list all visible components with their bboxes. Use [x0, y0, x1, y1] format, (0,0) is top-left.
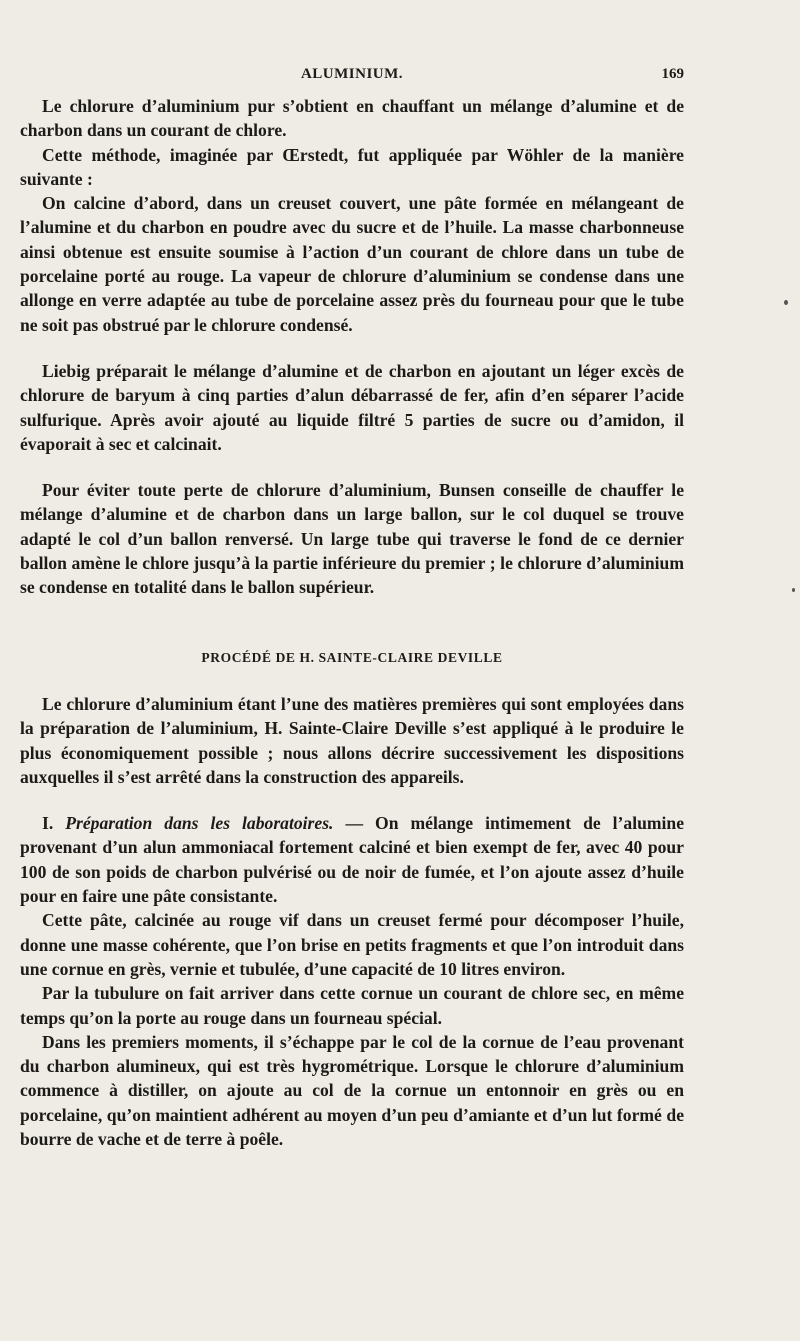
page-number: 169	[661, 66, 684, 82]
paragraph: Dans les premiers moments, il s’échappe par le col de la cornue de l’eau provenant du charbon alumineux, qui est très hygrométrique. Lorsque le chlorure d’aluminium commence à distiller, on ajoute au col de la cornue un entonnoir en grès ou en porcelaine, qu’on maintient adhérent au moyen d’un peu d’amiante et d’un lut formé de bourre de vache et de terre à poêle.	[20, 1031, 684, 1149]
section-heading: PROCÉDÉ DE H. SAINTE-CLAIRE DEVILLE	[201, 649, 503, 665]
paragraph: On calcine d’abord, dans un creuset couvert, une pâte formée en mélangeant de l’alumine et du charbon en poudre avec du sucre et de l’huile. La masse charbonneuse ainsi obtenue est ensuite soumise à l’action d’un courant de chlore dans un tube de porcelaine porté au rouge. La vapeur de chlorure d’aluminium se condense dans une allonge en verre adaptée au tube de porcelaine assez près du fourneau pour que le tube ne soit pas obstrué par le chlorure condensé.	[20, 193, 684, 335]
paragraph: Pour éviter toute perte de chlorure d’aluminium, Bunsen conseille de chauffer le mélange d’alumine et de charbon dans un large ballon, sur le col duquel se trouve adapté le col d’un ballon renversé. Un large tube qui traverse le fond de ce dernier ballon amène le chlore jusqu’à la partie inférieure du premier ; le chlorure d’aluminium se condense en totalité dans le ballon supérieur.	[20, 480, 684, 598]
paragraph: Liebig préparait le mélange d’alumine et de charbon en ajoutant un léger excès de chlorure de baryum à cinq parties d’alun débarrassé de fer, afin d’en séparer l’acide sulfurique. Après avoir ajouté au liquide filtré 5 parties de sucre ou d’amidon, il évaporait à sec et calcinait.	[20, 360, 684, 454]
subsection-title: Préparation dans les laboratoires.	[65, 813, 334, 834]
paper-speck	[792, 588, 795, 592]
subsection-paragraph	[20, 811, 684, 908]
subsection-number: I.	[42, 813, 54, 834]
paragraph: Cette pâte, calcinée au rouge vif dans un creuset fermé pour décomposer l’huile, donne une masse cohérente, que l’on brise en petits fragments et que l’on introduit dans une cornue en grès, vernie et tubulée, d’une capacité de 10 litres environ.	[20, 910, 684, 979]
paragraph: Par la tubulure on fait arriver dans cette cornue un courant de chlore sec, en même temps qu’on la porte au rouge dans un fourneau spécial.	[20, 983, 684, 1028]
text-body	[20, 94, 684, 1151]
paragraph: Le chlorure d’aluminium pur s’obtient en chauffant un mélange d’alumine et de charbon dans un courant de chlore.	[20, 96, 684, 141]
paragraph: Cette méthode, imaginée par Œrstedt, fut appliquée par Wöhler de la manière suivante :	[20, 144, 684, 189]
page-header	[20, 66, 684, 88]
paragraph: Le chlorure d’aluminium étant l’une des matières premières qui sont employées dans la préparation de l’aluminium, H. Sainte-Claire Deville s’est appliqué à le produire le plus économiquement possible ; nous allons décrire successivement les dispositions auxquelles il s’est arrêté dans la construction des appareils.	[20, 693, 684, 787]
paper-speck	[784, 300, 788, 305]
subsection-text: — On mélange intimement de l’alumine provenant d’un alun ammoniacal fortement calciné et bien exempt de fer, avec 40 pour 100 de son poids de charbon pulvérisé ou de noir de fumée, et l’on ajoute assez d’huile pour en faire une pâte consistante.	[20, 813, 685, 907]
running-title: ALUMINIUM.	[300, 66, 404, 82]
